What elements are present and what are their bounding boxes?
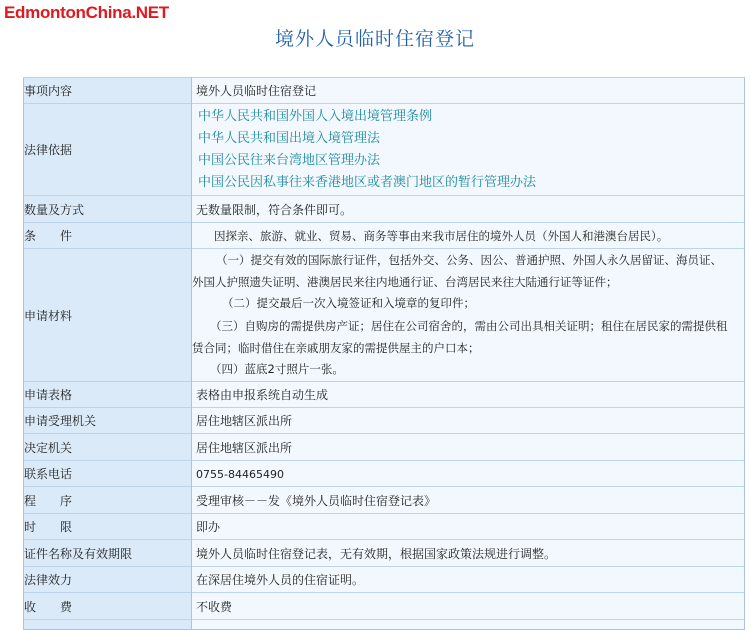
row-label: 程 序 <box>24 487 192 514</box>
table-row-item <box>24 78 745 104</box>
row-value <box>192 434 745 461</box>
row-value <box>192 78 745 104</box>
law-link-exit-entry-law[interactable]: 中华人民共和国出境入境管理法 <box>198 130 381 146</box>
table-row-accepting-office <box>24 408 745 434</box>
certificate-value: 境外人员临时住宿登记表，无有效期，根据国家政策法规进行调整。 <box>196 546 557 561</box>
row-value <box>192 593 745 620</box>
row-value <box>192 382 745 408</box>
row-label: 联系电话 <box>24 461 192 487</box>
row-value <box>192 196 745 223</box>
law-link-hk-macao-travel[interactable]: 中国公民因私事往来香港地区或者澳门地区的暂行管理办法 <box>198 174 537 190</box>
conditions-value: 因探亲、旅游、就业、贸易、商务等事由来我市居住的境外人员（外国人和港澳台居民）。 <box>214 228 669 243</box>
info-table <box>23 77 745 630</box>
table-row-certificate <box>24 540 745 567</box>
row-label: 事项内容 <box>24 78 192 104</box>
row-label: 决定机关 <box>24 434 192 461</box>
table-row-legal-basis <box>24 104 745 196</box>
row-label: 法律效力 <box>24 567 192 593</box>
row-label: 时 限 <box>24 514 192 540</box>
row-value <box>192 461 745 487</box>
row-label: 申请表格 <box>24 382 192 408</box>
materials-line: （三）自购房的需提供房产证；居住在公司宿舍的，需由公司出具相关证明；租住在居民家的需提供租 <box>210 319 728 333</box>
row-value <box>192 408 745 434</box>
table-row-fee <box>24 593 745 620</box>
row-label: 法律依据 <box>24 104 192 196</box>
row-value <box>192 223 745 249</box>
row-value <box>192 567 745 593</box>
table-row-time-limit <box>24 514 745 540</box>
materials-line: （一）提交有效的国际旅行证件，包括外交、公务、因公、普通护照、外国人永久居留证、海员证、 <box>216 253 722 267</box>
row-label: 条 件 <box>24 223 192 249</box>
row-value <box>192 540 745 567</box>
phone-value: 0755-84465490 <box>196 467 284 481</box>
row-label: 申请受理机关 <box>24 408 192 434</box>
legal-effect-value: 在深居住境外人员的住宿证明。 <box>196 573 365 587</box>
law-link-taiwan-travel[interactable]: 中国公民往来台湾地区管理办法 <box>198 152 381 168</box>
law-link-exit-entry-regulation[interactable]: 中华人民共和国外国人入境出境管理条例 <box>198 108 433 124</box>
accepting-office-value: 居住地辖区派出所 <box>196 414 293 428</box>
item-value: 境外人员临时住宿登记 <box>196 84 317 98</box>
materials-value <box>192 249 745 382</box>
table-row-procedure <box>24 487 745 514</box>
table-row-legal-effect <box>24 567 745 593</box>
table-row-quantity <box>24 196 745 223</box>
materials-line: 外国人护照遗失证明、港澳居民来往内地通行证、台湾居民来往大陆通行证等证件； <box>192 275 618 289</box>
row-label: 申请材料 <box>24 249 192 382</box>
row-label: 证件名称及有效期限 <box>24 540 192 567</box>
materials-line: （四）蓝底2寸照片一张。 <box>210 362 344 376</box>
time-limit-value: 即办 <box>196 520 221 534</box>
table-row-deciding-office <box>24 434 745 461</box>
procedure-value: 受理审核－－发《境外人员临时住宿登记表》 <box>196 493 437 508</box>
row-label: 数量及方式 <box>24 196 192 223</box>
legal-basis-links <box>192 104 745 196</box>
form-value: 表格由申报系统自动生成 <box>196 388 329 402</box>
row-value-empty <box>192 620 745 630</box>
table-row-spacer <box>24 620 745 630</box>
row-value <box>192 514 745 540</box>
quantity-value: 无数量限制，符合条件即可。 <box>196 202 353 217</box>
materials-line: （二）提交最后一次入境签证和入境章的复印件； <box>222 296 475 310</box>
materials-line: 赁合同；临时借住在亲戚朋友家的需提供屋主的户口本； <box>192 341 480 355</box>
table-row-form <box>24 382 745 408</box>
table-row-phone <box>24 461 745 487</box>
table-row-conditions <box>24 223 745 249</box>
row-value <box>192 487 745 514</box>
table-row-materials <box>24 249 745 382</box>
deciding-office-value: 居住地辖区派出所 <box>196 440 293 455</box>
fee-value: 不收费 <box>196 599 233 614</box>
page-title: 境外人员临时住宿登记 <box>274 28 475 50</box>
row-label: 收 费 <box>24 593 192 620</box>
watermark-logo: EdmontonChina.NET <box>4 3 169 22</box>
row-label-empty <box>24 620 192 630</box>
